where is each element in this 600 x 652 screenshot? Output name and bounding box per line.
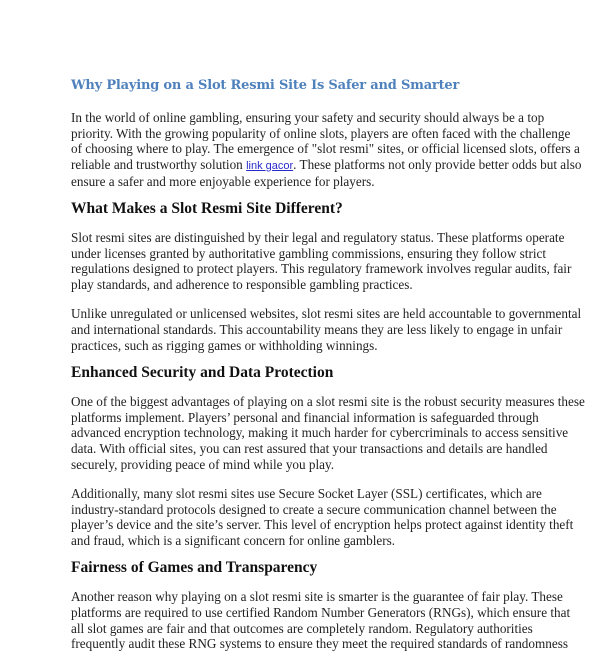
text-line: Unlike unregulated or unlicensed websites, slot resmi sites are held accountable to governmental xyxy=(71,306,582,322)
paragraph xyxy=(71,486,574,548)
text-line: and international standards. This accountability means they are less likely to engage in unfair xyxy=(71,321,563,337)
text-line: of choosing where to play. The emergence of "slot resmi" sites, or official licensed slots, offers a xyxy=(71,141,580,157)
text-line: player’s device and the site’s server. This level of encryption helps protect against identity theft xyxy=(71,517,574,533)
document-title: Why Playing on a Slot Resmi Site Is Safer and Smarter xyxy=(71,78,460,93)
text-line xyxy=(71,156,582,175)
paragraph xyxy=(71,229,572,292)
text-line: securely, providing peace of mind while you play. xyxy=(71,456,335,472)
section-heading-security: Enhanced Security and Data Protection xyxy=(71,364,334,382)
paragraph xyxy=(71,589,571,652)
paragraph xyxy=(71,394,585,472)
text-line: practices, such as rigging games or withholding winnings. xyxy=(71,337,378,353)
text-line: and fraud, which is a significant concern for online gamblers. xyxy=(71,532,396,548)
section-heading-fairness: Fairness of Games and Transparency xyxy=(71,559,318,577)
text-line: under licenses granted by authoritative gambling commissions, ensuring they follow strict xyxy=(71,245,547,261)
text-line: Slot resmi sites are distinguished by their legal and regulatory status. These platforms operate xyxy=(71,229,565,245)
text-line: all slot games are fair and that outcomes are completely random. Regulatory authorities xyxy=(71,620,533,636)
intro-paragraph xyxy=(71,110,582,190)
text-line: regulations designed to protect players. This regulatory framework involves regular audits, fair xyxy=(71,261,572,277)
text-line: advanced encryption technology, making it much harder for cybercriminals to access sensitive xyxy=(71,425,569,441)
text-line: One of the biggest advantages of playing on a slot resmi site is the robust security measures these xyxy=(71,394,585,410)
text-line: In the world of online gambling, ensuring your safety and security should always be a top xyxy=(71,110,545,125)
text-line: Another reason why playing on a slot resmi site is smarter is the guarantee of fair play. These xyxy=(71,589,563,605)
text-segment: reliable and trustworthy solution xyxy=(71,156,247,172)
section-heading-different: What Makes a Slot Resmi Site Different? xyxy=(71,199,343,217)
text-line: Additionally, many slot resmi sites use Secure Socket Layer (SSL) certificates, which are xyxy=(71,486,542,502)
text-line: platforms are required to use certified Random Number Generators (RNGs), which ensure that xyxy=(71,605,571,621)
text-line: platforms implement. Players’ personal and financial information is safeguarded through xyxy=(71,409,539,425)
text-line: frequently audit these RNG systems to ensure they meet the required standards of randomness xyxy=(71,636,568,652)
link-gacor[interactable]: link gacor xyxy=(246,159,294,172)
paragraph xyxy=(71,306,582,353)
text-line: ensure a safer and more enjoyable experience for players. xyxy=(71,174,375,190)
text-line: industry-standard protocols designed to create a secure communication channel between the xyxy=(71,501,557,517)
text-line: data. With official sites, you can rest assured that your transactions and details are handled xyxy=(71,440,548,456)
document-content xyxy=(71,76,585,652)
text-line: play standards, and adherence to responsible gambling practices. xyxy=(71,276,413,292)
text-segment: . These platforms not only provide better odds but also xyxy=(293,156,582,172)
text-line: priority. With the growing popularity of online slots, players are often faced with the challenge xyxy=(71,125,571,141)
